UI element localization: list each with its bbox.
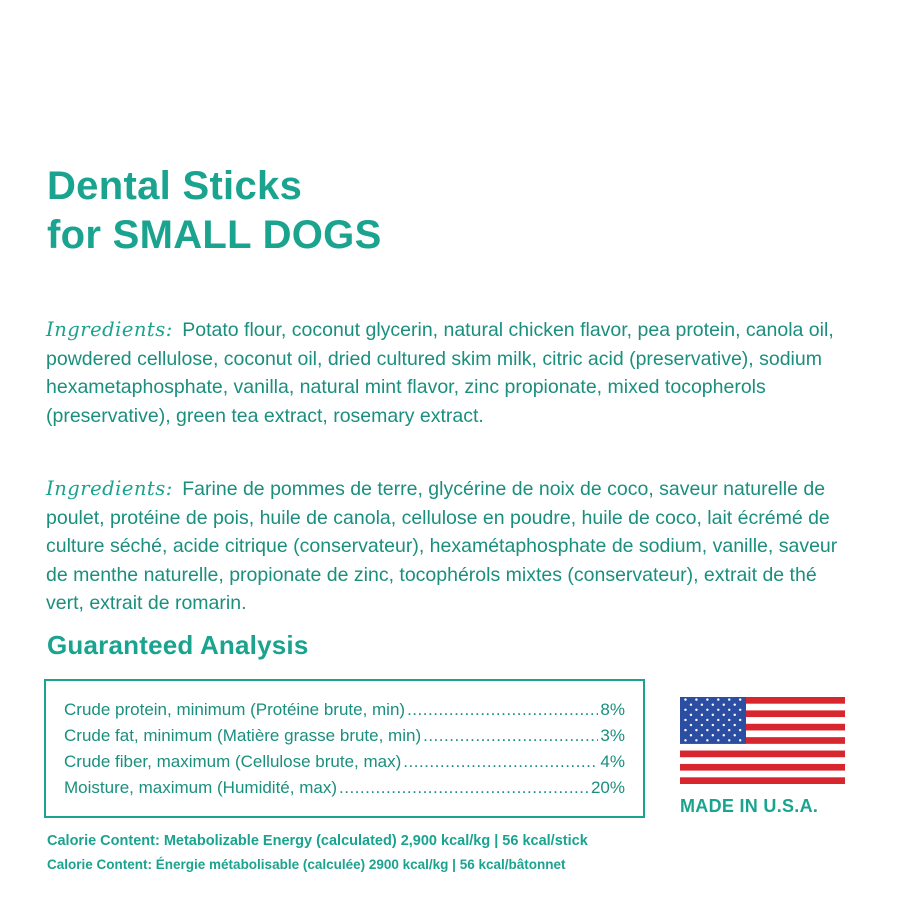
analysis-label: Moisture, maximum (Humidité, max): [64, 778, 337, 797]
calorie-label: Calorie Content:: [47, 833, 160, 849]
analysis-value: 4%: [600, 752, 625, 771]
analysis-value: 8%: [600, 700, 625, 719]
calorie-content-french: [47, 857, 566, 872]
ingredients-label: Ingredients:: [46, 318, 173, 341]
dot-leader: [403, 749, 598, 775]
product-title-line1: Dental Sticks: [47, 164, 303, 208]
dot-leader: [407, 697, 598, 723]
product-title: [47, 162, 382, 260]
analysis-row-moisture: [64, 775, 625, 801]
analysis-row-protein: [64, 697, 625, 723]
analysis-row-fat: [64, 723, 625, 749]
ingredients-label-fr: Ingredients:: [46, 477, 173, 500]
calorie-label-fr: Calorie Content:: [47, 857, 153, 872]
made-in-usa-label: MADE IN U.S.A.: [680, 796, 819, 816]
analysis-row-fiber: [64, 749, 625, 775]
ingredients-text: Potato flour, coconut glycerin, natural chicken flavor, pea protein, canola oil, powdered cellulose, coconut oil, dried cultured skim milk, citric acid (preservative), sodium hexametaphosphate, vanilla, natural mint flavor, zinc propionate, mixed tocopherols (preservative), green tea extract, rosemary extract.: [46, 319, 834, 427]
calorie-text: Metabolizable Energy (calculated) 2,900 kcal/kg | 56 kcal/stick: [163, 833, 588, 849]
ingredients-english: [46, 316, 846, 430]
dot-leader: [339, 775, 589, 801]
calorie-content-english: [47, 833, 588, 849]
ingredients-text-fr: Farine de pommes de terre, glycérine de noix de coco, saveur naturelle de poulet, protéine de pois, huile de canola, cellulose en poudre, huile de coco, lait écrémé de culture séché, acide citrique (conservateur), hexamétaphosphate de sodium, vanille, saveur de menthe naturelle, propionate de zinc, tocophérols mixtes (conservateur), extrait de thé vert, extrait de romarin.: [46, 478, 838, 614]
product-title-line2: for SMALL DOGS: [47, 213, 382, 257]
analysis-label: Crude fiber, maximum (Cellulose brute, max): [64, 752, 402, 771]
us-flag-icon: [680, 697, 845, 784]
calorie-text-fr: Énergie métabolisable (calculée) 2900 kcal/kg | 56 kcal/bâtonnet: [155, 857, 566, 872]
dot-leader: [423, 723, 598, 749]
ingredients-french: [46, 475, 846, 618]
guaranteed-analysis-heading: Guaranteed Analysis: [47, 630, 309, 660]
analysis-label: Crude protein, minimum (Protéine brute, min): [64, 700, 406, 719]
guaranteed-analysis-table: [44, 679, 645, 818]
analysis-value: 3%: [600, 726, 625, 745]
analysis-label: Crude fat, minimum (Matière grasse brute, min): [64, 726, 422, 745]
analysis-value: 20%: [590, 778, 625, 797]
